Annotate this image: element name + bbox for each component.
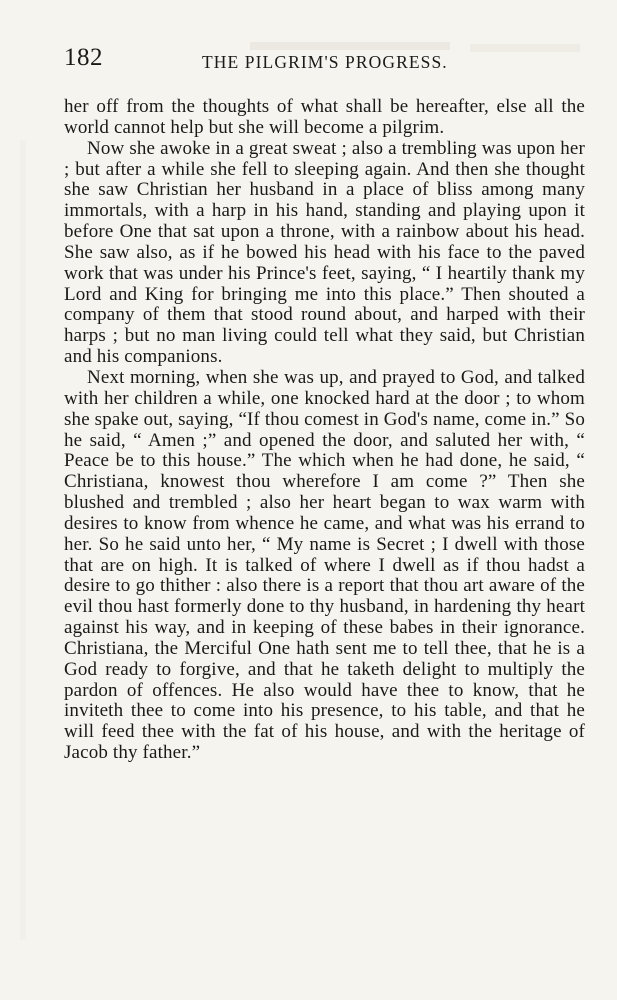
page-header <box>64 42 584 82</box>
page-number: 182 <box>64 44 103 71</box>
paragraph-visitor: Next morning, when she was up, and prayed to God, and talked with her children a while, one knocked hard at the door ; to whom she spake out, saying, “If thou comest in God's name, come in.” So he said, “ Amen ;” and opened the door, and saluted her with, “ Peace be to this house.” The which when he had done, he said, “ Christiana, knowest thou wherefore I am come ?” Then she blushed and trembled ; also her heart began to wax warm with desires to know from whence he came, and what was his errand to her. So he said unto her, “ My name is Secret ; I dwell with those that are on high. It is talked of where I dwell as if thou hadst a desire to go thither : also there is a report that thou art aware of the evil thou hast formerly done to thy husband, in hardening thy heart against his way, and in keeping of these babes in their ignorance. Christiana, the Merciful One hath sent me to tell thee, that he is a God ready to forgive, and that he taketh delight to multiply the pardon of offences. He also would have thee to know, that he inviteth thee to come into his presence, to his table, and that he will feed thee with the fat of his house, and with the heritage of Jacob thy father.” <box>64 366 585 764</box>
body-text <box>64 97 585 764</box>
paragraph-dream: Now she awoke in a great sweat ; also a trembling was upon her ; but after a while she fell to sleeping again. And then she thought she saw Christian her husband in a place of bliss among many immortals, with a harp in his hand, standing and playing upon it before One that sat upon a throne, with a rainbow about his head. She saw also, as if he bowed his head with his face to the paved work that was under his Prince's feet, saying, “ I heartily thank my Lord and King for bringing me into this place.” Then shouted a company of them that stood round about, and harped with their harps ; but no man living could tell what they said, but Christian and his companions. <box>64 137 585 368</box>
paragraph-continued: her off from the thoughts of what shall be hereafter, else all the world cannot help but she will become a pilgrim. <box>64 96 585 138</box>
running-title: THE PILGRIM'S PROGRESS. <box>202 52 448 72</box>
